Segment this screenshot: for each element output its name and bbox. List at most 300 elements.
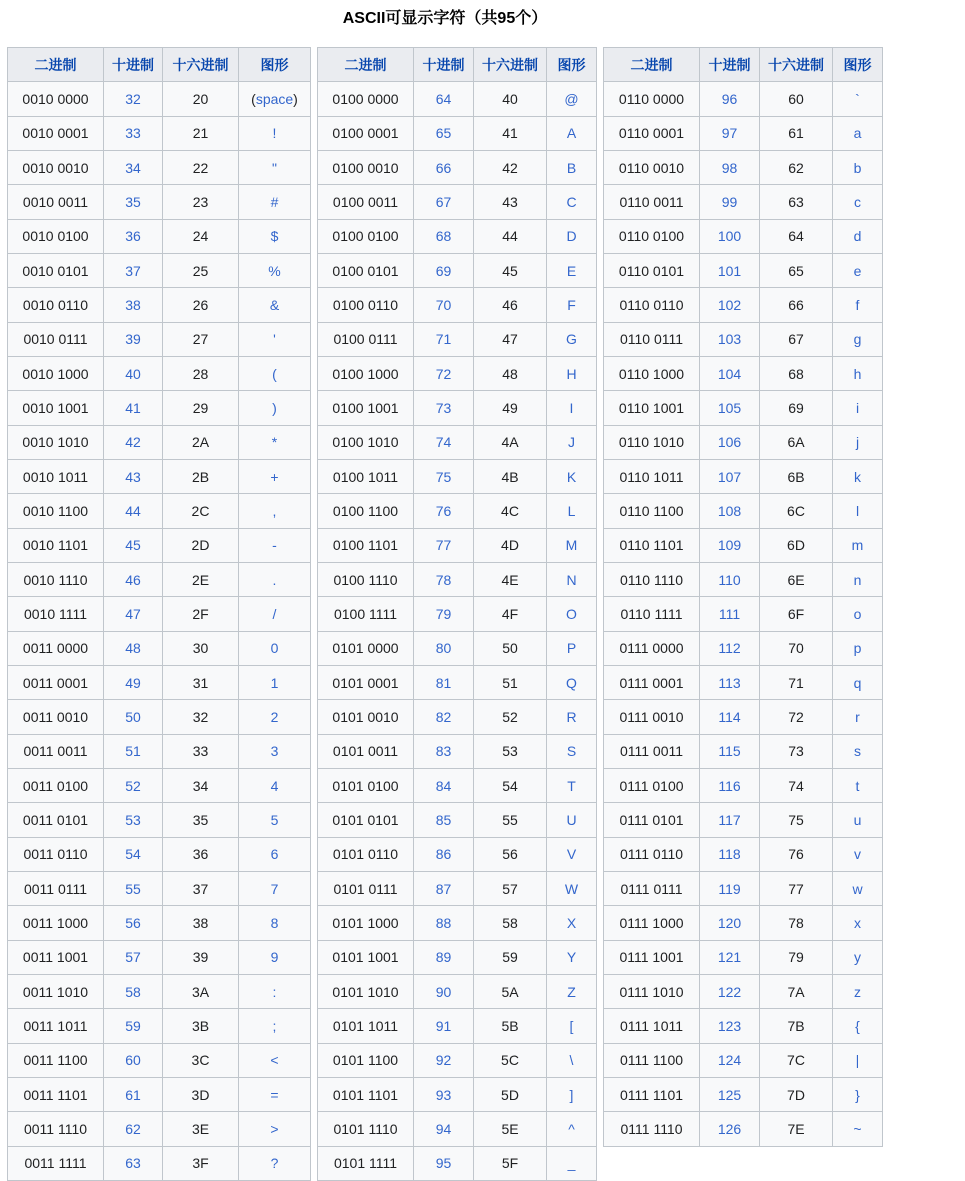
glyph-link[interactable]: ; [272, 1017, 277, 1034]
glyph-link[interactable]: N [566, 571, 577, 588]
glyph-link[interactable]: + [270, 468, 279, 485]
decimal-link[interactable]: 52 [125, 777, 141, 794]
decimal-link[interactable]: 98 [721, 159, 738, 176]
glyph-link[interactable]: = [270, 1086, 279, 1103]
binary-cell: 0011 1111 [8, 1146, 104, 1180]
glyph-cell [833, 150, 883, 184]
decimal-link[interactable]: 75 [435, 468, 452, 485]
decimal-link[interactable]: 63 [125, 1155, 141, 1172]
glyph-link[interactable]: A [566, 125, 577, 142]
decimal-link[interactable]: 86 [435, 846, 452, 863]
table-row [318, 288, 597, 322]
glyph-link[interactable]: h [853, 365, 862, 382]
decimal-link[interactable]: 45 [125, 537, 141, 554]
glyph-link[interactable]: ] [569, 1086, 574, 1103]
glyph-link[interactable]: K [566, 468, 577, 485]
decimal-link[interactable]: 72 [435, 365, 452, 382]
glyph-link[interactable]: _ [567, 1155, 576, 1172]
decimal-link[interactable]: 39 [125, 331, 141, 348]
glyph-link[interactable]: 1 [270, 674, 279, 691]
decimal-cell [700, 322, 760, 356]
decimal-cell [104, 665, 163, 699]
decimal-link[interactable]: 59 [125, 1017, 141, 1034]
decimal-cell [414, 356, 474, 390]
decimal-link[interactable]: 43 [125, 468, 141, 485]
column-header-glyph-link[interactable]: 图形 [843, 56, 872, 73]
decimal-link[interactable]: 56 [125, 914, 141, 931]
glyph-cell [833, 288, 883, 322]
binary-cell: 0011 0100 [8, 768, 104, 802]
decimal-link[interactable]: 70 [435, 296, 452, 313]
glyph-link[interactable]: z [854, 983, 861, 1000]
hex-cell: 7E [760, 1112, 833, 1146]
decimal-link[interactable]: 121 [717, 949, 742, 966]
glyph-paren-open: ( [251, 90, 256, 107]
decimal-link[interactable]: 60 [125, 1052, 141, 1069]
glyph-cell [833, 974, 883, 1008]
glyph-link[interactable]: y [854, 949, 861, 966]
decimal-link[interactable]: 46 [125, 571, 141, 588]
decimal-link[interactable]: 79 [435, 605, 452, 622]
decimal-link[interactable]: 34 [125, 159, 141, 176]
decimal-cell [104, 391, 163, 425]
decimal-link[interactable]: 32 [125, 90, 141, 107]
glyph-link[interactable]: ' [273, 331, 276, 348]
decimal-link[interactable]: 66 [435, 159, 452, 176]
glyph-link[interactable]: } [855, 1086, 860, 1103]
glyph-link[interactable]: w [852, 880, 863, 897]
decimal-link[interactable]: 96 [721, 90, 738, 107]
decimal-link[interactable]: 36 [125, 228, 141, 245]
glyph-link[interactable]: k [854, 468, 861, 485]
glyph-link[interactable]: e [853, 262, 862, 279]
decimal-link[interactable]: 65 [435, 125, 452, 142]
hex-cell: 49 [474, 391, 547, 425]
glyph-cell [239, 631, 311, 665]
glyph-link[interactable]: @ [564, 90, 579, 107]
column-header-decimal-link[interactable]: 十进制 [422, 56, 465, 73]
glyph-link[interactable]: C [566, 193, 577, 210]
glyph-link[interactable]: f [855, 296, 860, 313]
table-row [604, 1009, 883, 1043]
decimal-cell [700, 1009, 760, 1043]
binary-cell: 0101 1010 [318, 974, 414, 1008]
glyph-link[interactable]: v [854, 846, 861, 863]
glyph-link[interactable]: Z [567, 983, 576, 1000]
decimal-link[interactable]: 76 [435, 502, 452, 519]
glyph-link[interactable]: J [568, 434, 575, 451]
decimal-link[interactable]: 50 [125, 708, 141, 725]
binary-cell: 0010 0100 [8, 219, 104, 253]
decimal-link[interactable]: 93 [435, 1086, 452, 1103]
decimal-link[interactable]: 120 [717, 914, 742, 931]
glyph-link[interactable]: ( [272, 365, 277, 382]
column-header-glyph-link[interactable]: 图形 [557, 56, 586, 73]
glyph-link[interactable]: u [853, 811, 862, 828]
decimal-link[interactable]: 99 [721, 193, 738, 210]
hex-cell: 7B [760, 1009, 833, 1043]
table-row [318, 1112, 597, 1146]
decimal-link[interactable]: 88 [435, 914, 452, 931]
glyph-link[interactable]: B [566, 159, 577, 176]
decimal-link[interactable]: 92 [435, 1052, 452, 1069]
binary-cell: 0111 1101 [604, 1077, 700, 1111]
glyph-link[interactable]: ` [855, 90, 860, 107]
hex-cell: 22 [163, 150, 239, 184]
binary-cell: 0111 0010 [604, 700, 700, 734]
glyph-cell [239, 940, 311, 974]
decimal-link[interactable]: 83 [435, 743, 452, 760]
decimal-link[interactable]: 44 [125, 502, 141, 519]
glyph-link[interactable]: m [851, 537, 864, 554]
column-header-hex-link[interactable]: 十六进制 [768, 56, 824, 73]
glyph-link[interactable]: 8 [270, 914, 279, 931]
glyph-link[interactable]: P [566, 640, 577, 657]
binary-cell: 0101 1111 [318, 1146, 414, 1180]
glyph-link[interactable]: S [566, 743, 577, 760]
glyph-link[interactable]: G [566, 331, 577, 348]
decimal-cell [104, 494, 163, 528]
decimal-cell [414, 974, 474, 1008]
decimal-link[interactable]: 58 [125, 983, 141, 1000]
glyph-link[interactable]: ~ [853, 1120, 862, 1137]
decimal-link[interactable]: 107 [717, 468, 742, 485]
glyph-link[interactable]: V [566, 846, 577, 863]
decimal-cell [700, 940, 760, 974]
glyph-link[interactable]: 9 [270, 949, 279, 966]
glyph-link[interactable]: 6 [270, 846, 279, 863]
decimal-link[interactable]: 117 [718, 811, 741, 828]
decimal-link[interactable]: 48 [125, 640, 141, 657]
decimal-link[interactable]: 123 [717, 1017, 742, 1034]
glyph-cell [547, 150, 597, 184]
hex-cell: 42 [474, 150, 547, 184]
glyph-link[interactable]: ) [272, 399, 277, 416]
decimal-link[interactable]: 122 [717, 983, 742, 1000]
glyph-link[interactable]: % [268, 262, 281, 279]
decimal-link[interactable]: 103 [717, 331, 742, 348]
glyph-link[interactable]: T [567, 777, 576, 794]
glyph-link[interactable]: n [853, 571, 862, 588]
glyph-cell [833, 906, 883, 940]
decimal-link[interactable]: 116 [718, 777, 741, 794]
decimal-link[interactable]: 42 [125, 434, 141, 451]
decimal-link[interactable]: 85 [435, 811, 452, 828]
decimal-link[interactable]: 81 [435, 674, 452, 691]
decimal-link[interactable]: 110 [718, 571, 741, 588]
glyph-link[interactable]: ? [270, 1155, 279, 1172]
table-row [8, 803, 311, 837]
decimal-link[interactable]: 55 [125, 880, 141, 897]
hex-cell: 4B [474, 459, 547, 493]
decimal-link[interactable]: 37 [125, 262, 141, 279]
glyph-link[interactable]: 3 [270, 743, 279, 760]
glyph-link[interactable]: < [270, 1052, 279, 1069]
glyph-link[interactable]: U [566, 811, 577, 828]
decimal-link[interactable]: 97 [721, 125, 738, 142]
decimal-link[interactable]: 78 [435, 571, 452, 588]
glyph-link[interactable]: $ [270, 228, 279, 245]
decimal-cell [104, 871, 163, 905]
decimal-link[interactable]: 67 [435, 193, 452, 210]
table-row [604, 768, 883, 802]
glyph-link[interactable]: a [853, 125, 862, 142]
binary-cell: 0010 0101 [8, 253, 104, 287]
decimal-link[interactable]: 104 [717, 365, 742, 382]
binary-cell: 0010 0001 [8, 116, 104, 150]
hex-cell: 6C [760, 494, 833, 528]
hex-cell: 36 [163, 837, 239, 871]
decimal-cell [700, 734, 760, 768]
decimal-link[interactable]: 51 [125, 743, 141, 760]
decimal-link[interactable]: 84 [435, 777, 452, 794]
glyph-link[interactable]: o [853, 605, 862, 622]
binary-cell: 0010 1001 [8, 391, 104, 425]
table-row [8, 1009, 311, 1043]
decimal-link[interactable]: 64 [435, 90, 452, 107]
column-header-binary-link[interactable]: 二进制 [630, 56, 673, 73]
glyph-link[interactable]: I [569, 399, 574, 416]
binary-cell: 0011 0101 [8, 803, 104, 837]
binary-cell: 0011 0111 [8, 871, 104, 905]
decimal-link[interactable]: 38 [125, 296, 141, 313]
glyph-link[interactable]: E [566, 262, 577, 279]
decimal-link[interactable]: 49 [125, 674, 141, 691]
table-row [8, 116, 311, 150]
decimal-link[interactable]: 101 [717, 262, 742, 279]
header-row [318, 48, 597, 82]
glyph-link[interactable]: l [855, 502, 860, 519]
decimal-link[interactable]: 108 [717, 502, 742, 519]
glyph-link[interactable]: / [272, 605, 277, 622]
decimal-link[interactable]: 82 [435, 708, 452, 725]
table-row [8, 391, 311, 425]
decimal-link[interactable]: 105 [717, 399, 742, 416]
hex-cell: 63 [760, 185, 833, 219]
decimal-link[interactable]: 54 [125, 846, 141, 863]
glyph-link[interactable]: g [853, 331, 862, 348]
decimal-link[interactable]: 125 [717, 1086, 742, 1103]
glyph-cell [547, 116, 597, 150]
glyph-link[interactable]: : [272, 983, 277, 1000]
glyph-link[interactable]: - [272, 537, 277, 554]
column-header-binary [8, 48, 104, 82]
glyph-link[interactable]: 5 [270, 811, 279, 828]
decimal-link[interactable]: 80 [435, 640, 452, 657]
decimal-cell [104, 185, 163, 219]
table-row [8, 700, 311, 734]
glyph-link[interactable]: * [271, 434, 278, 451]
column-header-decimal-link[interactable]: 十进制 [112, 56, 154, 73]
decimal-link[interactable]: 61 [125, 1086, 141, 1103]
decimal-link[interactable]: 41 [125, 399, 141, 416]
decimal-link[interactable]: 40 [125, 365, 141, 382]
glyph-link[interactable]: H [566, 365, 577, 382]
binary-cell: 0101 0010 [318, 700, 414, 734]
hex-cell: 69 [760, 391, 833, 425]
glyph-link[interactable]: , [272, 502, 277, 519]
decimal-link[interactable]: 100 [717, 228, 742, 245]
decimal-link[interactable]: 109 [717, 537, 742, 554]
binary-cell: 0110 1101 [604, 528, 700, 562]
glyph-link[interactable]: d [853, 228, 862, 245]
glyph-cell [239, 1077, 311, 1111]
decimal-link[interactable]: 115 [718, 743, 741, 760]
decimal-link[interactable]: 126 [717, 1120, 742, 1137]
table-row [318, 974, 597, 1008]
glyph-link[interactable]: \ [569, 1052, 574, 1069]
decimal-link[interactable]: 71 [435, 331, 452, 348]
column-header-hex [163, 48, 239, 82]
binary-cell: 0100 0101 [318, 253, 414, 287]
glyph-link[interactable]: t [855, 777, 860, 794]
decimal-link[interactable]: 68 [435, 228, 452, 245]
decimal-link[interactable]: 114 [718, 708, 741, 725]
glyph-cell [833, 425, 883, 459]
glyph-link[interactable]: W [564, 880, 579, 897]
binary-cell: 0010 0000 [8, 82, 104, 116]
glyph-link[interactable]: L [567, 502, 576, 519]
column-header-binary-link[interactable]: 二进制 [344, 56, 387, 73]
glyph-link[interactable]: b [853, 159, 862, 176]
decimal-cell [700, 1112, 760, 1146]
decimal-link[interactable]: 69 [435, 262, 452, 279]
binary-cell: 0011 0001 [8, 665, 104, 699]
decimal-link[interactable]: 119 [718, 880, 741, 897]
column-header-hex-link[interactable]: 十六进制 [482, 56, 538, 73]
hex-cell: 2D [163, 528, 239, 562]
decimal-cell [700, 768, 760, 802]
glyph-link[interactable]: r [855, 708, 860, 725]
glyph-link[interactable]: s [854, 743, 861, 760]
hex-cell: 62 [760, 150, 833, 184]
hex-cell: 72 [760, 700, 833, 734]
glyph-link[interactable]: i [855, 399, 860, 416]
table-row [318, 734, 597, 768]
glyph-link[interactable]: 0 [270, 640, 279, 657]
decimal-cell [104, 425, 163, 459]
decimal-link[interactable]: 87 [435, 880, 452, 897]
glyph-link[interactable]: " [272, 159, 277, 176]
hex-cell: 75 [760, 803, 833, 837]
glyph-link[interactable]: ! [272, 125, 277, 142]
glyph-link[interactable]: c [854, 193, 861, 210]
decimal-link[interactable]: 89 [435, 949, 452, 966]
decimal-link[interactable]: 111 [718, 605, 741, 622]
decimal-link[interactable]: 91 [435, 1017, 452, 1034]
column-header-binary-link[interactable]: 二进制 [34, 56, 77, 73]
glyph-cell [547, 837, 597, 871]
decimal-cell [414, 940, 474, 974]
glyph-cell [833, 700, 883, 734]
glyph-link[interactable]: O [566, 605, 577, 622]
column-header-decimal-link[interactable]: 十进制 [708, 56, 751, 73]
glyph-link[interactable]: # [270, 193, 279, 210]
binary-cell: 0110 1001 [604, 391, 700, 425]
decimal-link[interactable]: 57 [125, 949, 141, 966]
decimal-link[interactable]: 106 [717, 434, 742, 451]
decimal-link[interactable]: 90 [435, 983, 452, 1000]
ascii-table-96-126 [603, 47, 883, 1147]
decimal-link[interactable]: 124 [717, 1052, 742, 1069]
glyph-link[interactable]: D [566, 228, 577, 245]
glyph-link[interactable]: & [269, 296, 280, 313]
table-row [8, 150, 311, 184]
glyph-link[interactable]: . [272, 571, 277, 588]
glyph-link[interactable]: [ [569, 1017, 574, 1034]
glyph-link[interactable]: ^ [568, 1120, 575, 1137]
glyph-link[interactable]: 7 [270, 880, 279, 897]
decimal-link[interactable]: 77 [435, 537, 452, 554]
column-header-hex-link[interactable]: 十六进制 [172, 56, 229, 73]
decimal-link[interactable]: 53 [125, 811, 141, 828]
decimal-cell [700, 82, 760, 116]
table-row [318, 768, 597, 802]
decimal-link[interactable]: 47 [125, 605, 141, 622]
decimal-link[interactable]: 102 [717, 296, 742, 313]
glyph-link[interactable]: q [853, 674, 862, 691]
hex-cell: 21 [163, 116, 239, 150]
decimal-cell [700, 871, 760, 905]
decimal-link[interactable]: 113 [718, 674, 741, 691]
glyph-link[interactable]: p [853, 640, 862, 657]
table-row [8, 597, 311, 631]
binary-cell: 0100 0001 [318, 116, 414, 150]
glyph-cell [239, 82, 311, 116]
decimal-link[interactable]: 33 [125, 125, 141, 142]
hex-cell: 2C [163, 494, 239, 528]
decimal-link[interactable]: 62 [125, 1120, 141, 1137]
glyph-link[interactable]: { [855, 1017, 860, 1034]
decimal-cell [104, 631, 163, 665]
glyph-link[interactable]: > [270, 1120, 279, 1137]
decimal-link[interactable]: 74 [435, 434, 452, 451]
table-row [8, 906, 311, 940]
column-header-glyph-link[interactable]: 图形 [260, 56, 289, 73]
decimal-link[interactable]: 118 [718, 846, 741, 863]
glyph-link[interactable]: j [855, 434, 860, 451]
binary-cell: 0100 1100 [318, 494, 414, 528]
glyph-link[interactable]: Q [566, 674, 577, 691]
glyph-cell [239, 116, 311, 150]
glyph-cell [833, 322, 883, 356]
table-row [604, 562, 883, 596]
glyph-link[interactable]: x [854, 914, 861, 931]
glyph-link[interactable]: 4 [270, 777, 279, 794]
decimal-cell [414, 253, 474, 287]
table-row [8, 562, 311, 596]
glyph-link[interactable]: R [566, 708, 577, 725]
glyph-link[interactable]: F [567, 296, 576, 313]
glyph-link[interactable]: M [565, 537, 578, 554]
column-header-binary [318, 48, 414, 82]
glyph-link[interactable]: space [255, 90, 294, 107]
binary-cell: 0010 1010 [8, 425, 104, 459]
glyph-link[interactable]: 2 [270, 708, 279, 725]
decimal-link[interactable]: 94 [435, 1120, 452, 1137]
decimal-link[interactable]: 95 [435, 1155, 452, 1172]
decimal-link[interactable]: 73 [435, 399, 452, 416]
decimal-link[interactable]: 35 [125, 193, 141, 210]
glyph-link[interactable]: X [566, 914, 577, 931]
glyph-link[interactable]: | [855, 1052, 860, 1069]
decimal-cell [414, 528, 474, 562]
table-row [8, 631, 311, 665]
glyph-link[interactable]: Y [566, 949, 577, 966]
decimal-link[interactable]: 112 [718, 640, 741, 657]
hex-cell: 57 [474, 871, 547, 905]
glyph-cell [833, 803, 883, 837]
